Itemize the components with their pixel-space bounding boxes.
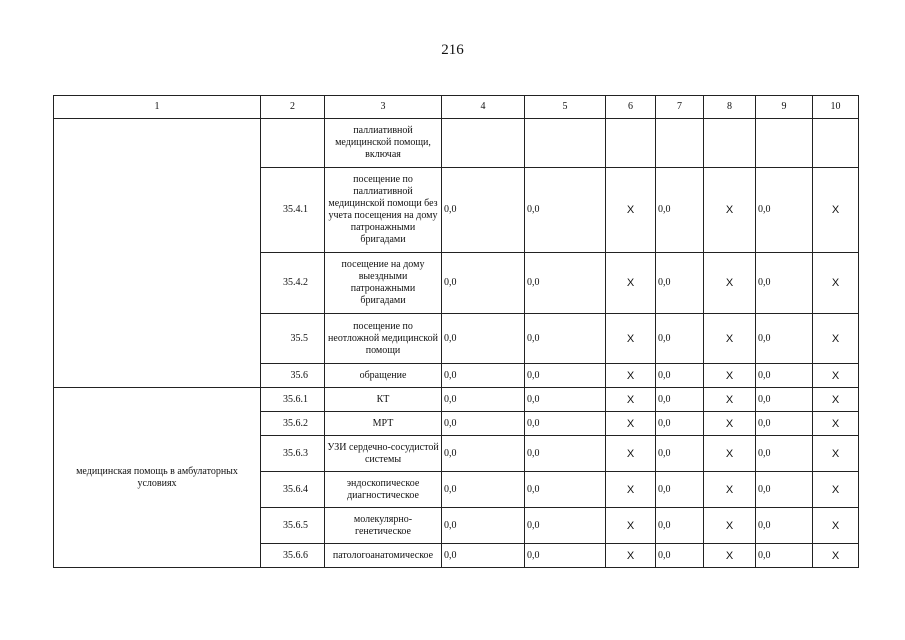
value-cell: 0,0 — [756, 544, 813, 568]
code-cell: 35.6.6 — [261, 544, 325, 568]
value-cell: 0,0 — [525, 168, 606, 253]
value-cell: X — [813, 508, 859, 544]
name-cell: молекулярно-генетическое — [325, 508, 442, 544]
name-cell: эндоскопическое диагностическое — [325, 472, 442, 508]
value-cell: 0,0 — [756, 314, 813, 364]
name-cell: УЗИ сердечно-сосудистой системы — [325, 436, 442, 472]
code-cell: 35.6.4 — [261, 472, 325, 508]
value-cell: X — [606, 253, 656, 314]
value-cell — [756, 119, 813, 168]
name-cell: МРТ — [325, 412, 442, 436]
header-cell: 7 — [656, 96, 704, 119]
value-cell: 0,0 — [442, 436, 525, 472]
value-cell: X — [606, 544, 656, 568]
code-cell: 35.6.3 — [261, 436, 325, 472]
header-cell: 2 — [261, 96, 325, 119]
value-cell: X — [606, 314, 656, 364]
value-cell: X — [813, 314, 859, 364]
name-cell: посещение по неотложной медицинской помощи — [325, 314, 442, 364]
header-cell: 4 — [442, 96, 525, 119]
value-cell: X — [704, 388, 756, 412]
value-cell: 0,0 — [525, 508, 606, 544]
value-cell: 0,0 — [442, 314, 525, 364]
value-cell: X — [606, 412, 656, 436]
value-cell: 0,0 — [756, 168, 813, 253]
value-cell: X — [704, 168, 756, 253]
value-cell: X — [704, 314, 756, 364]
data-table — [53, 95, 859, 568]
value-cell: 0,0 — [656, 436, 704, 472]
value-cell: 0,0 — [656, 412, 704, 436]
value-cell: 0,0 — [525, 253, 606, 314]
value-cell: X — [813, 472, 859, 508]
value-cell — [442, 119, 525, 168]
value-cell: 0,0 — [656, 472, 704, 508]
value-cell: X — [813, 412, 859, 436]
value-cell — [813, 119, 859, 168]
value-cell: 0,0 — [756, 364, 813, 388]
value-cell: 0,0 — [656, 168, 704, 253]
value-cell: 0,0 — [756, 436, 813, 472]
value-cell: 0,0 — [525, 412, 606, 436]
value-cell: 0,0 — [442, 412, 525, 436]
value-cell — [656, 119, 704, 168]
name-cell: КТ — [325, 388, 442, 412]
value-cell: X — [606, 472, 656, 508]
table-row — [54, 388, 859, 412]
value-cell: 0,0 — [442, 364, 525, 388]
value-cell: X — [813, 364, 859, 388]
value-cell: 0,0 — [656, 508, 704, 544]
value-cell: 0,0 — [442, 544, 525, 568]
value-cell: X — [813, 436, 859, 472]
value-cell: X — [813, 544, 859, 568]
value-cell: 0,0 — [656, 364, 704, 388]
value-cell: 0,0 — [756, 412, 813, 436]
value-cell: 0,0 — [525, 314, 606, 364]
value-cell: 0,0 — [756, 472, 813, 508]
value-cell: X — [704, 253, 756, 314]
header-cell: 1 — [54, 96, 261, 119]
header-cell: 8 — [704, 96, 756, 119]
value-cell: X — [813, 253, 859, 314]
value-cell: 0,0 — [442, 253, 525, 314]
code-cell: 35.6.2 — [261, 412, 325, 436]
value-cell: X — [606, 168, 656, 253]
header-row — [54, 96, 859, 119]
value-cell: X — [704, 364, 756, 388]
name-cell: посещение по паллиативной медицинской помощи без учета посещения на дому патронажными бригадами — [325, 168, 442, 253]
name-cell: паллиативной медицинской помощи, включая — [325, 119, 442, 168]
value-cell: X — [606, 508, 656, 544]
value-cell: 0,0 — [525, 436, 606, 472]
value-cell: 0,0 — [442, 472, 525, 508]
name-cell: посещение на дому выездными патронажными бригадами — [325, 253, 442, 314]
value-cell: 0,0 — [656, 544, 704, 568]
value-cell: 0,0 — [756, 253, 813, 314]
value-cell: 0,0 — [442, 388, 525, 412]
value-cell: X — [606, 388, 656, 412]
header-cell: 10 — [813, 96, 859, 119]
header-cell: 5 — [525, 96, 606, 119]
value-cell: X — [813, 388, 859, 412]
code-cell — [261, 119, 325, 168]
value-cell: 0,0 — [656, 314, 704, 364]
value-cell: 0,0 — [525, 388, 606, 412]
code-cell: 35.6.5 — [261, 508, 325, 544]
code-cell: 35.4.1 — [261, 168, 325, 253]
value-cell: 0,0 — [525, 472, 606, 508]
table-row — [54, 119, 859, 168]
header-cell: 9 — [756, 96, 813, 119]
value-cell: 0,0 — [442, 508, 525, 544]
code-cell: 35.6 — [261, 364, 325, 388]
value-cell: X — [704, 412, 756, 436]
value-cell: 0,0 — [442, 168, 525, 253]
value-cell: X — [704, 436, 756, 472]
code-cell: 35.4.2 — [261, 253, 325, 314]
value-cell: X — [704, 472, 756, 508]
page-number: 216 — [441, 42, 464, 58]
value-cell: X — [704, 508, 756, 544]
value-cell: 0,0 — [656, 253, 704, 314]
value-cell: X — [813, 168, 859, 253]
value-cell: 0,0 — [525, 544, 606, 568]
name-cell: патологоанатомическое — [325, 544, 442, 568]
header-cell: 6 — [606, 96, 656, 119]
name-cell: обращение — [325, 364, 442, 388]
group-label-cell: медицинская помощь в амбулаторных условиях — [54, 388, 261, 568]
value-cell: 0,0 — [525, 364, 606, 388]
value-cell: X — [606, 436, 656, 472]
code-cell: 35.6.1 — [261, 388, 325, 412]
value-cell — [704, 119, 756, 168]
header-cell: 3 — [325, 96, 442, 119]
value-cell — [606, 119, 656, 168]
value-cell: 0,0 — [756, 388, 813, 412]
value-cell: X — [704, 544, 756, 568]
value-cell — [525, 119, 606, 168]
code-cell: 35.5 — [261, 314, 325, 364]
value-cell: X — [606, 364, 656, 388]
value-cell: 0,0 — [656, 388, 704, 412]
group-cell-blank — [54, 119, 261, 388]
value-cell: 0,0 — [756, 508, 813, 544]
